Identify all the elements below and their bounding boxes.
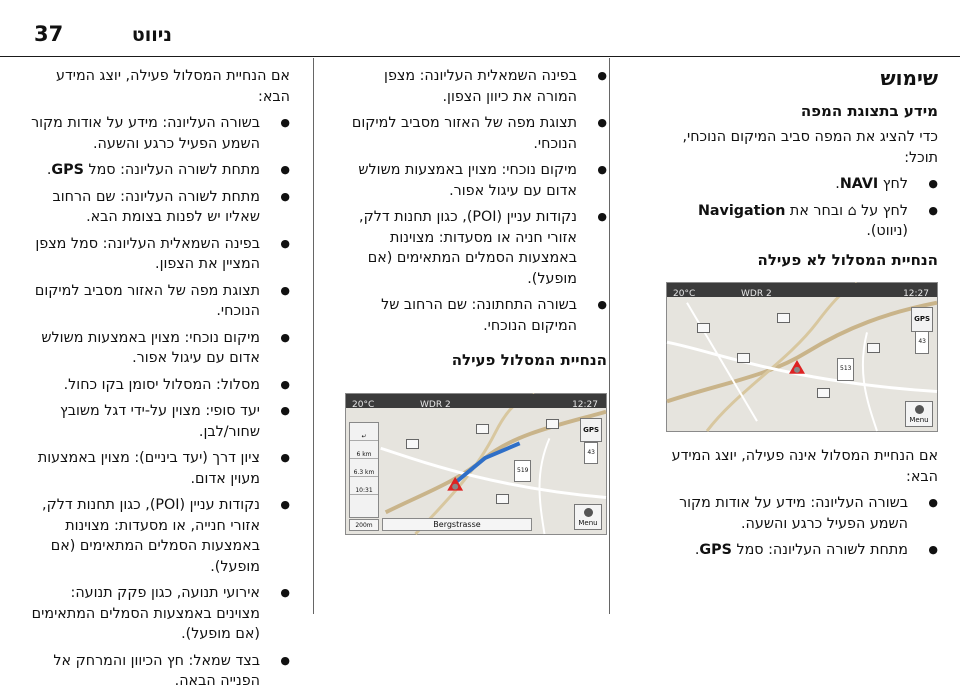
poi-icon — [406, 439, 419, 449]
map-screenshot — [666, 282, 938, 432]
arrival-time: 10:31 — [350, 477, 378, 495]
column-divider — [313, 58, 314, 614]
list-item: ● מיקום נוכחי: מצוין באמצעות משולש אדום עם עיגול אפור. — [28, 328, 290, 369]
street-name: Bergstrasse — [382, 518, 532, 531]
list-item: ● מסלול: המסלול יסומן בקו כחול. — [28, 375, 290, 396]
list-item: ● בפינה השמאלית העליונה: סמל מצפן המציין את הצפון. — [28, 234, 290, 275]
trip-distance: 6.3 km — [350, 459, 378, 477]
column-divider — [609, 58, 610, 614]
gps-badge: GPS — [911, 307, 933, 332]
bullet-list — [666, 493, 938, 561]
temperature: 20°C — [673, 289, 696, 299]
poi-icon — [476, 424, 489, 434]
list-item: ● בשורה התחתונה: שם הרחוב של המיקום הנוכחי. — [345, 295, 607, 336]
poi-icon — [496, 494, 509, 504]
poi-icon — [817, 388, 830, 398]
distance: 6 km — [350, 441, 378, 459]
list-item: ● נקודות עניין (POI), כגון תחנות דלק, אזורי חנייה, או מסעדות: מצוינות באמצעות הסמלים המתאימים (אם מופעל). — [28, 495, 290, 577]
middle-column — [345, 66, 607, 535]
status-bar — [346, 394, 606, 408]
right-column — [666, 66, 938, 567]
list-item: ● לחץ על ⌂ ובחר את Navigation (ניווט). — [666, 201, 938, 242]
audio-source: WDR 2 — [741, 289, 772, 299]
list-item: ● מתחת לשורה העליונה: שם הרחוב שאליו יש לפנות בצומת הבא. — [28, 187, 290, 228]
header-rule — [0, 56, 960, 57]
road-tag: 43 — [584, 442, 598, 465]
audio-source: WDR 2 — [420, 399, 451, 410]
list-item: ● תצוגת מפה של האזור מסביב למיקום הנוכחי. — [345, 113, 607, 154]
poi-icon — [546, 419, 559, 429]
intro-text: כדי להציג את המפה סביב המיקום הנוכחי, תוכל: — [682, 129, 938, 166]
list-item: ● בצד שמאל: חץ הכיוון והמרחק אל הפנייה הבאה. — [28, 651, 290, 692]
section-title: הנחיית המסלול פעילה — [451, 351, 607, 369]
page-header — [0, 0, 960, 56]
list-item: ● אירועי תנועה, כגון פקק תנועה: מצוינים באמצעות הסמלים המתאימים (אם מופעל). — [28, 583, 290, 645]
poi-icon — [697, 323, 710, 333]
section-title: הנחיית המסלול לא פעילה — [757, 250, 938, 269]
list-item: ● מתחת לשורה העליונה: סמל GPS. — [666, 540, 938, 561]
list-item: ● נקודות עניין (POI), כגון תחנות דלק, אזורי חניה או מסעדות: מצוינות באמצעות הסמלים המתאימים (אם מופעל). — [345, 207, 607, 289]
list-item: ● מיקום נוכחי: מצוין באמצעות משולש אדום עם עיגול אפור. — [345, 160, 607, 201]
guidance-panel — [349, 422, 379, 518]
bullet-list — [666, 174, 938, 242]
poi-icon — [777, 313, 790, 323]
list-item: ● מתחת לשורה העליונה: סמל GPS. — [28, 160, 290, 181]
turn-arrow-icon: ↵ — [350, 423, 378, 441]
clock: 12:27 — [903, 289, 929, 299]
list-item: ● בפינה השמאלית העליונה: מצפן המורה את כיוון הצפון. — [345, 66, 607, 107]
chapter-title: ניווט — [131, 24, 172, 46]
subheading: מידע בתצוגת המפה — [800, 101, 938, 120]
list-item: ● בשורה העליונה: מידע על אודות מקור השמע הפעיל כרגע והשעה. — [28, 113, 290, 154]
list-item: ● ציון דרך (יעד ביניים): מצוין באמצעות מעוין אדום. — [28, 448, 290, 489]
road-tag: 519 — [514, 460, 531, 483]
road-tag: 43 — [915, 331, 929, 354]
clock: 12:27 — [572, 399, 598, 410]
page-number: 37 — [34, 22, 64, 46]
map-roads — [346, 394, 606, 534]
poi-icon — [737, 353, 750, 363]
list-item: ● בשורה העליונה: מידע על אודות מקור השמע הפעיל כרגע והשעה. — [666, 493, 938, 534]
left-column — [28, 66, 290, 698]
map-roads — [667, 283, 937, 431]
map-screenshot — [345, 393, 607, 535]
menu-button: Menu — [574, 504, 602, 530]
gps-badge: GPS — [580, 418, 602, 443]
road-tag: 513 — [837, 358, 854, 381]
map-scale: 200m — [349, 519, 379, 531]
list-item: ● יעד סופי: מצוין על-ידי דגל משובץ שחור/לבן. — [28, 401, 290, 442]
status-bar — [667, 283, 937, 297]
bullet-list — [28, 113, 290, 692]
poi-icon — [867, 343, 880, 353]
intro-text: אם הנחיית המסלול פעילה, יוצג המידע הבא: — [56, 68, 290, 105]
bullet-list — [345, 66, 607, 336]
after-text: אם הנחיית המסלול אינה פעילה, יוצג המידע הבא: — [671, 448, 938, 485]
list-item: ● לחץ NAVI. — [666, 174, 938, 195]
section-heading: שימוש — [880, 66, 938, 90]
home-icon: ⌂ — [847, 202, 857, 219]
temperature: 20°C — [352, 399, 375, 410]
menu-button: Menu — [905, 401, 933, 427]
list-item: ● תצוגת מפה של האזור מסביב למיקום הנוכחי. — [28, 281, 290, 322]
